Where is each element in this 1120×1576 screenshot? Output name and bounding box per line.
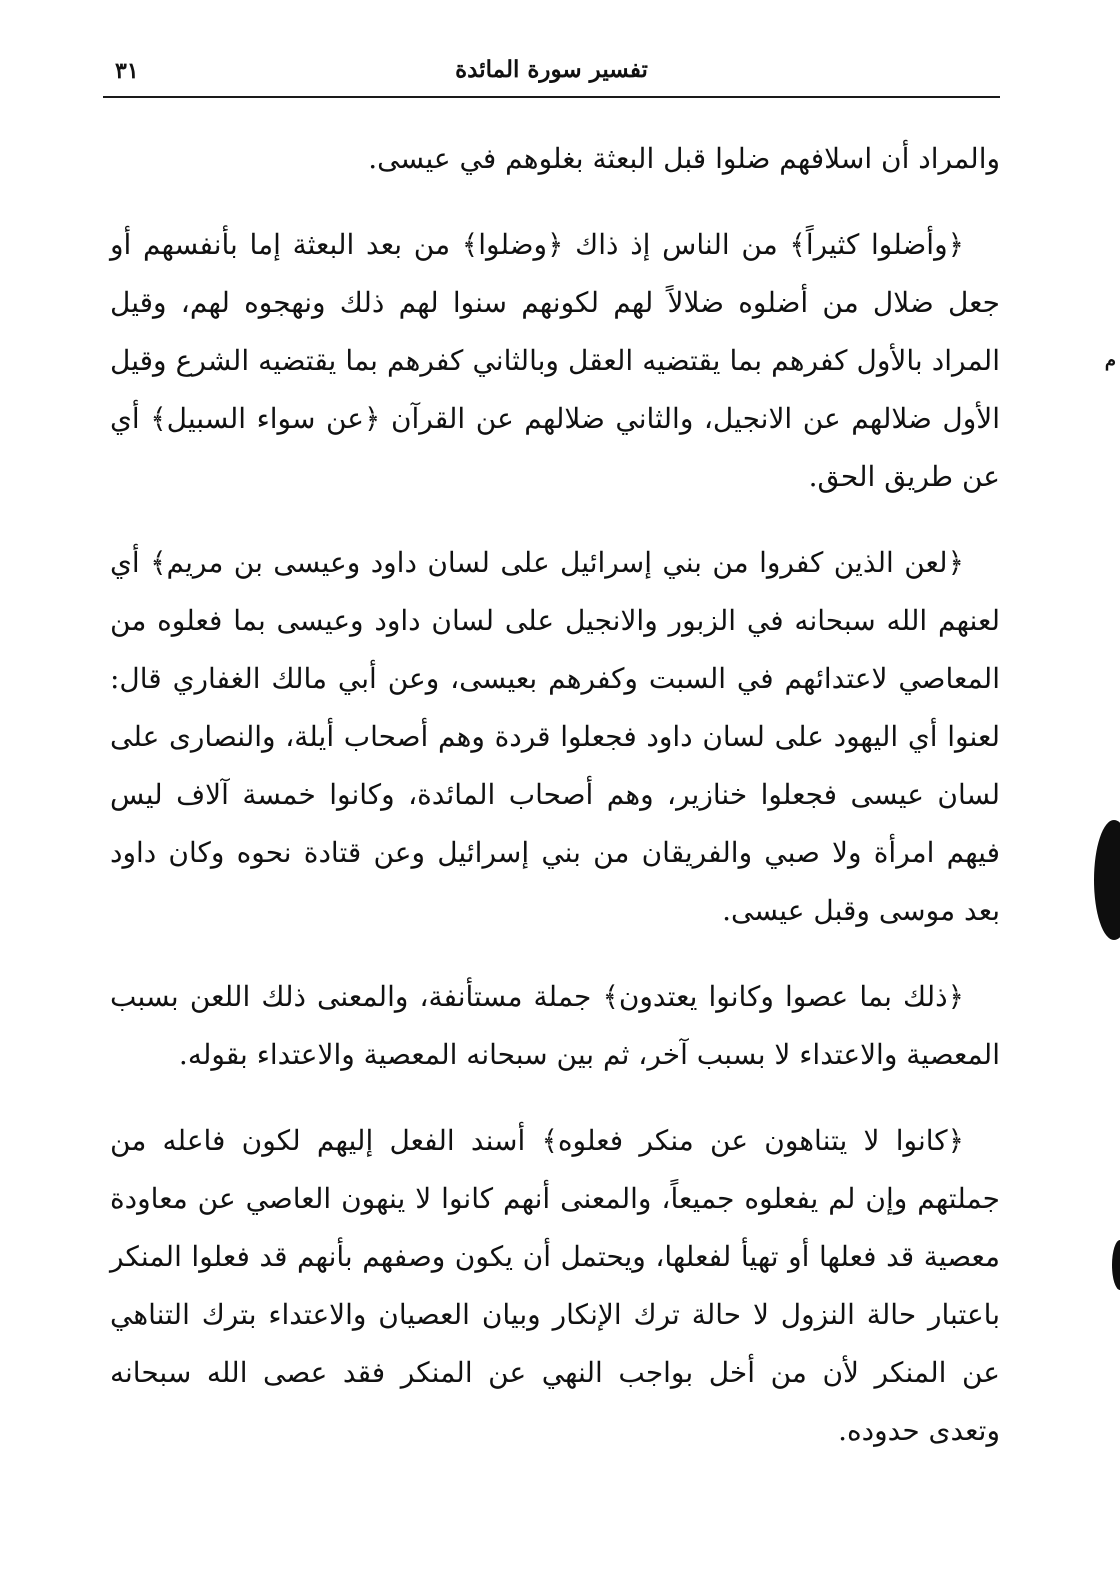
paragraph-4: ﴿ذلك بما عصوا وكانوا يعتدون﴾ جملة مستأنفة، والمعنى ذلك اللعن بسبب المعصية والاعتداء لا بسبب آخر، ثم بين سبحانه المعصية والاعتداء بقوله.	[110, 980, 1000, 1071]
page-body	[110, 130, 1000, 1460]
paragraph-2: ﴿وأضلوا كثيراً﴾ من الناس إذ ذاك ﴿وضلوا﴾ من بعد البعثة إما بأنفسهم أو جعل ضلال من أضلوه ضلالاً لهم لكونهم سنوا لهم ذلك ونهجوه لهم، وقيل المراد بالأول كفرهم بما يقتضيه العقل وبالثاني كفرهم بما يقتضيه الشرع وقيل الأول ضلالهم عن الانجيل، والثاني ضلالهم عن القرآن ﴿عن سواء السبيل﴾ أي عن طريق الحق.	[110, 228, 1000, 493]
page-title: تفسير سورة المائدة	[455, 56, 648, 83]
paragraph-5: ﴿كانوا لا يتناهون عن منكر فعلوه﴾ أسند الفعل إليهم لكون فاعله من جملتهم وإن لم يفعلوه جميعاً، والمعنى أنهم كانوا لا ينهون العاصي عن معاودة معصية قد فعلها أو تهيأ لفعلها، ويحتمل أن يكون وصفهم بأنهم قد فعلوا المنكر باعتبار حالة النزول لا حالة ترك الإنكار وبيان العصيان والاعتداء بترك التناهي عن المنكر لأن من أخل بواجب النهي عن المنكر فقد عصى الله سبحانه وتعدى حدوده.	[110, 1124, 1000, 1447]
page-edge-stain	[1094, 820, 1120, 940]
paragraph-3: ﴿لعن الذين كفروا من بني إسرائيل على لسان داود وعيسى بن مريم﴾ أي لعنهم الله سبحانه في الزبور والانجيل على لسان داود وعيسى بما فعلوه من المعاصي لاعتدائهم في السبت وكفرهم بعيسى، وعن أبي مالك الغفاري قال: لعنوا أي اليهود على لسان داود فجعلوا قردة وهم أصحاب أيلة، والنصارى على لسان عيسى فجعلوا خنازير، وهم أصحاب المائدة، وكانوا خمسة آلاف ليس فيهم امرأة ولا صبي والفريقان من بني إسرائيل وعن قتادة نحوه وكان داود بعد موسى وقبل عيسى.	[110, 546, 1000, 927]
page-header	[103, 50, 1000, 98]
margin-mark: م	[1104, 350, 1116, 371]
paragraph-1: والمراد أن اسلافهم ضلوا قبل البعثة بغلوهم في عيسى.	[368, 142, 1000, 175]
page-edge-stain-small	[1112, 1240, 1120, 1290]
page-number: ٣١	[115, 58, 139, 84]
